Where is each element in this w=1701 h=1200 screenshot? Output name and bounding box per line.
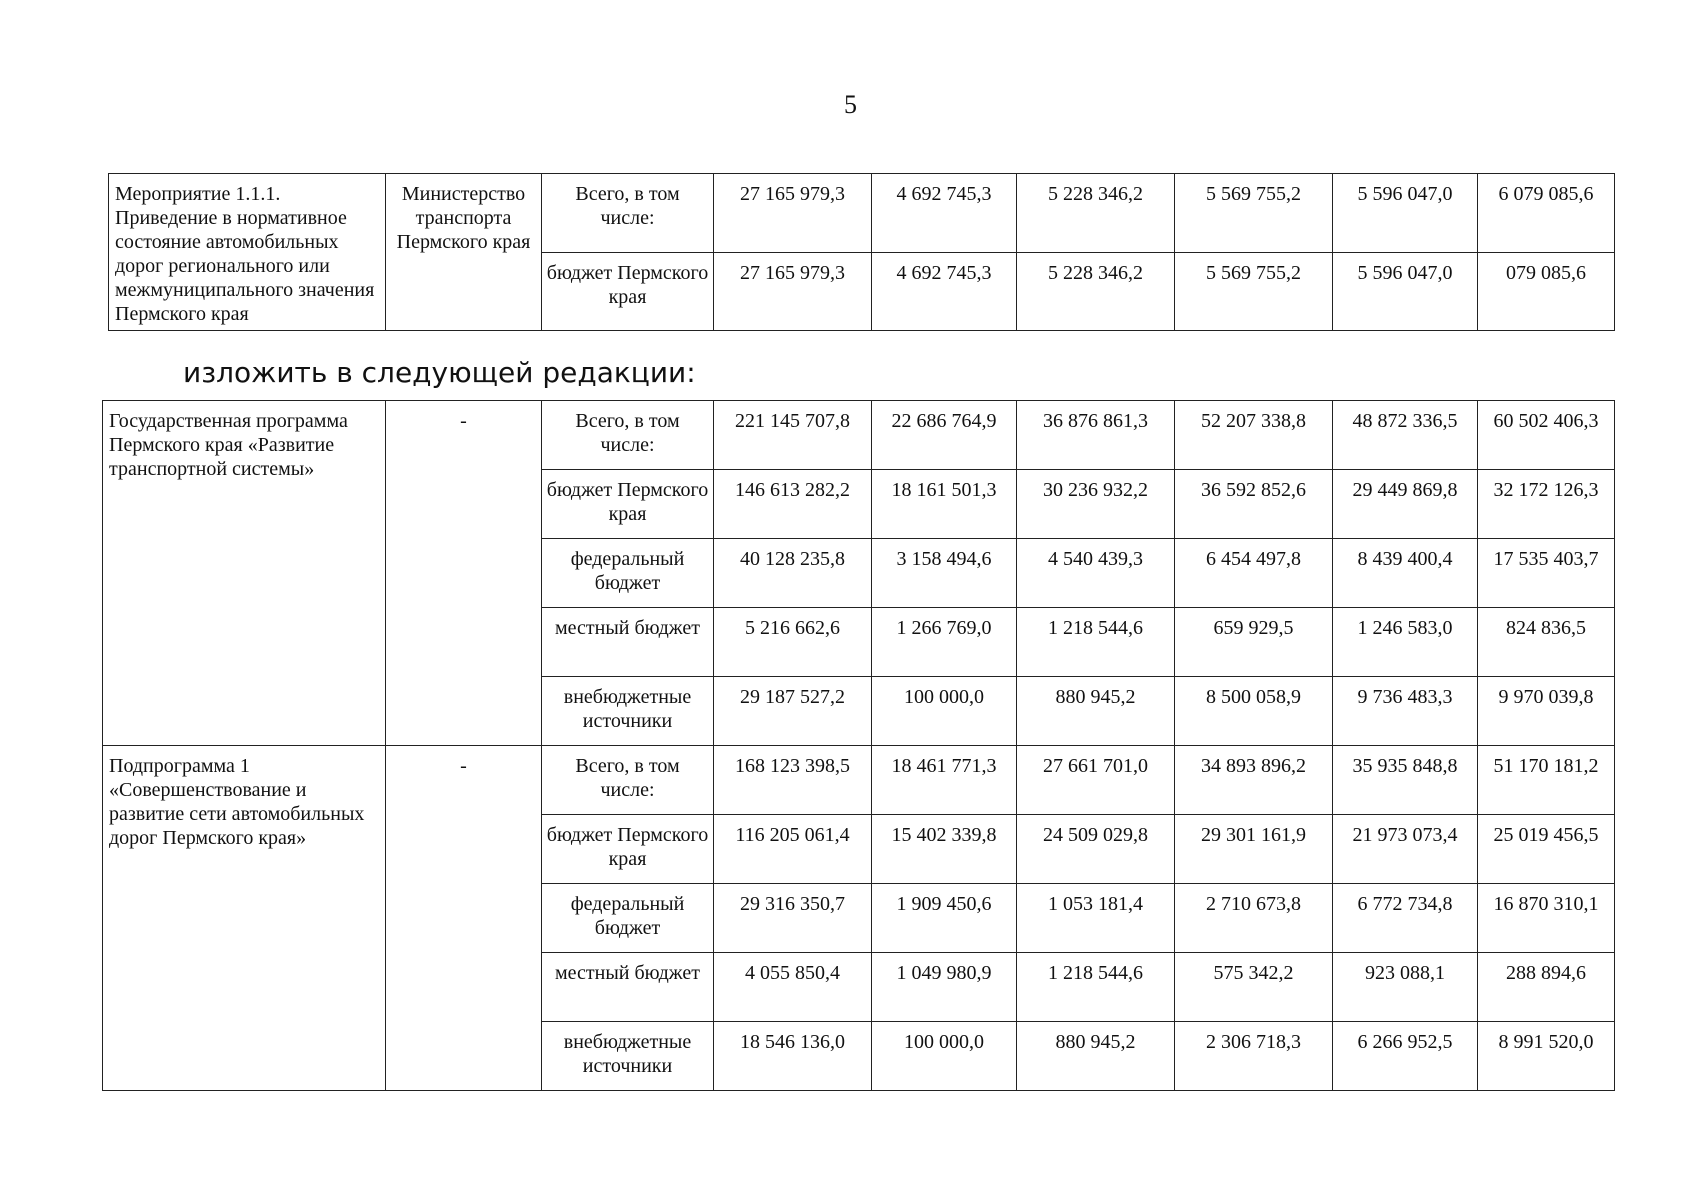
- amendment-text: изложить в следующей редакции:: [183, 356, 696, 389]
- amount-cell: 1 246 583,0: [1333, 608, 1478, 677]
- amount-cell: 24 509 029,8: [1017, 815, 1175, 884]
- amount-cell: 15 402 339,8: [872, 815, 1017, 884]
- amount-cell: 100 000,0: [872, 1022, 1017, 1091]
- funding-source-cell: бюджет Пермского края: [542, 252, 714, 331]
- amount-cell: 30 236 932,2: [1017, 470, 1175, 539]
- amount-cell: 5 228 346,2: [1017, 174, 1175, 253]
- funding-source-cell: федеральный бюджет: [542, 539, 714, 608]
- amount-cell: 5 569 755,2: [1175, 252, 1333, 331]
- amount-cell: 17 535 403,7: [1478, 539, 1615, 608]
- amount-cell: 8 991 520,0: [1478, 1022, 1615, 1091]
- amount-cell: 6 454 497,8: [1175, 539, 1333, 608]
- amount-cell: 659 929,5: [1175, 608, 1333, 677]
- table-row: [103, 746, 1615, 815]
- amount-cell: 48 872 336,5: [1333, 401, 1478, 470]
- amount-cell: 6 079 085,6: [1478, 174, 1615, 253]
- funding-source-cell: бюджет Пермского края: [542, 815, 714, 884]
- amount-cell: 221 145 707,8: [714, 401, 872, 470]
- program-name-cell: Мероприятие 1.1.1. Приведение в нормативное состояние автомобильных дорог регионального или межмуниципального значения Пермского края: [109, 174, 386, 331]
- page-number: 5: [844, 90, 857, 119]
- amount-cell: 1 266 769,0: [872, 608, 1017, 677]
- amount-cell: 079 085,6: [1478, 252, 1615, 331]
- amount-cell: 35 935 848,8: [1333, 746, 1478, 815]
- program-name-cell: Подпрограмма 1 «Совершенствование и развитие сети автомобильных дорог Пермского края»: [103, 746, 386, 1091]
- amount-cell: 32 172 126,3: [1478, 470, 1615, 539]
- amount-cell: 4 540 439,3: [1017, 539, 1175, 608]
- amount-cell: 8 500 058,9: [1175, 677, 1333, 746]
- funding-source-cell: Всего, в том числе:: [542, 174, 714, 253]
- amount-cell: 18 161 501,3: [872, 470, 1017, 539]
- amount-cell: 40 128 235,8: [714, 539, 872, 608]
- amount-cell: 16 870 310,1: [1478, 884, 1615, 953]
- executor-cell: -: [386, 746, 542, 1091]
- amount-cell: 34 893 896,2: [1175, 746, 1333, 815]
- amount-cell: 4 692 745,3: [872, 174, 1017, 253]
- funding-source-cell: Всего, в том числе:: [542, 746, 714, 815]
- amount-cell: 29 316 350,7: [714, 884, 872, 953]
- amount-cell: 168 123 398,5: [714, 746, 872, 815]
- table-row: [103, 401, 1615, 470]
- amount-cell: 9 736 483,3: [1333, 677, 1478, 746]
- amount-cell: 22 686 764,9: [872, 401, 1017, 470]
- amount-cell: 27 661 701,0: [1017, 746, 1175, 815]
- amount-cell: 2 710 673,8: [1175, 884, 1333, 953]
- amount-cell: 36 592 852,6: [1175, 470, 1333, 539]
- amount-cell: 1 053 181,4: [1017, 884, 1175, 953]
- executor-cell: -: [386, 401, 542, 746]
- amount-cell: 1 049 980,9: [872, 953, 1017, 1022]
- amount-cell: 21 973 073,4: [1333, 815, 1478, 884]
- amount-cell: 1 909 450,6: [872, 884, 1017, 953]
- amount-cell: 25 019 456,5: [1478, 815, 1615, 884]
- amount-cell: 9 970 039,8: [1478, 677, 1615, 746]
- amount-cell: 3 158 494,6: [872, 539, 1017, 608]
- amount-cell: 4 055 850,4: [714, 953, 872, 1022]
- amount-cell: 8 439 400,4: [1333, 539, 1478, 608]
- funding-source-cell: местный бюджет: [542, 608, 714, 677]
- amount-cell: 146 613 282,2: [714, 470, 872, 539]
- amount-cell: 288 894,6: [1478, 953, 1615, 1022]
- old-budget-table: [108, 173, 1615, 331]
- program-name-cell: Государственная программа Пермского края «Развитие транспортной системы»: [103, 401, 386, 746]
- amount-cell: 5 216 662,6: [714, 608, 872, 677]
- funding-source-cell: бюджет Пермского края: [542, 470, 714, 539]
- table-row: [109, 174, 1615, 253]
- amount-cell: 6 266 952,5: [1333, 1022, 1478, 1091]
- amount-cell: 29 449 869,8: [1333, 470, 1478, 539]
- amount-cell: 27 165 979,3: [714, 252, 872, 331]
- amount-cell: 18 461 771,3: [872, 746, 1017, 815]
- new-budget-table: [102, 400, 1615, 1091]
- amount-cell: 27 165 979,3: [714, 174, 872, 253]
- amount-cell: 52 207 338,8: [1175, 401, 1333, 470]
- amount-cell: 4 692 745,3: [872, 252, 1017, 331]
- amount-cell: 923 088,1: [1333, 953, 1478, 1022]
- funding-source-cell: федеральный бюджет: [542, 884, 714, 953]
- amount-cell: 60 502 406,3: [1478, 401, 1615, 470]
- amount-cell: 18 546 136,0: [714, 1022, 872, 1091]
- funding-source-cell: местный бюджет: [542, 953, 714, 1022]
- amount-cell: 880 945,2: [1017, 677, 1175, 746]
- funding-source-cell: внебюджетные источники: [542, 677, 714, 746]
- amount-cell: 5 596 047,0: [1333, 174, 1478, 253]
- funding-source-cell: внебюджетные источники: [542, 1022, 714, 1091]
- amount-cell: 880 945,2: [1017, 1022, 1175, 1091]
- amount-cell: 5 228 346,2: [1017, 252, 1175, 331]
- amount-cell: 36 876 861,3: [1017, 401, 1175, 470]
- funding-source-cell: Всего, в том числе:: [542, 401, 714, 470]
- amount-cell: 1 218 544,6: [1017, 953, 1175, 1022]
- amount-cell: 100 000,0: [872, 677, 1017, 746]
- amount-cell: 575 342,2: [1175, 953, 1333, 1022]
- amount-cell: 29 187 527,2: [714, 677, 872, 746]
- amount-cell: 2 306 718,3: [1175, 1022, 1333, 1091]
- amount-cell: 1 218 544,6: [1017, 608, 1175, 677]
- amount-cell: 29 301 161,9: [1175, 815, 1333, 884]
- amount-cell: 116 205 061,4: [714, 815, 872, 884]
- amount-cell: 824 836,5: [1478, 608, 1615, 677]
- amount-cell: 51 170 181,2: [1478, 746, 1615, 815]
- executor-cell: Министерство транспорта Пермского края: [386, 174, 542, 331]
- amount-cell: 5 569 755,2: [1175, 174, 1333, 253]
- amount-cell: 5 596 047,0: [1333, 252, 1478, 331]
- amount-cell: 6 772 734,8: [1333, 884, 1478, 953]
